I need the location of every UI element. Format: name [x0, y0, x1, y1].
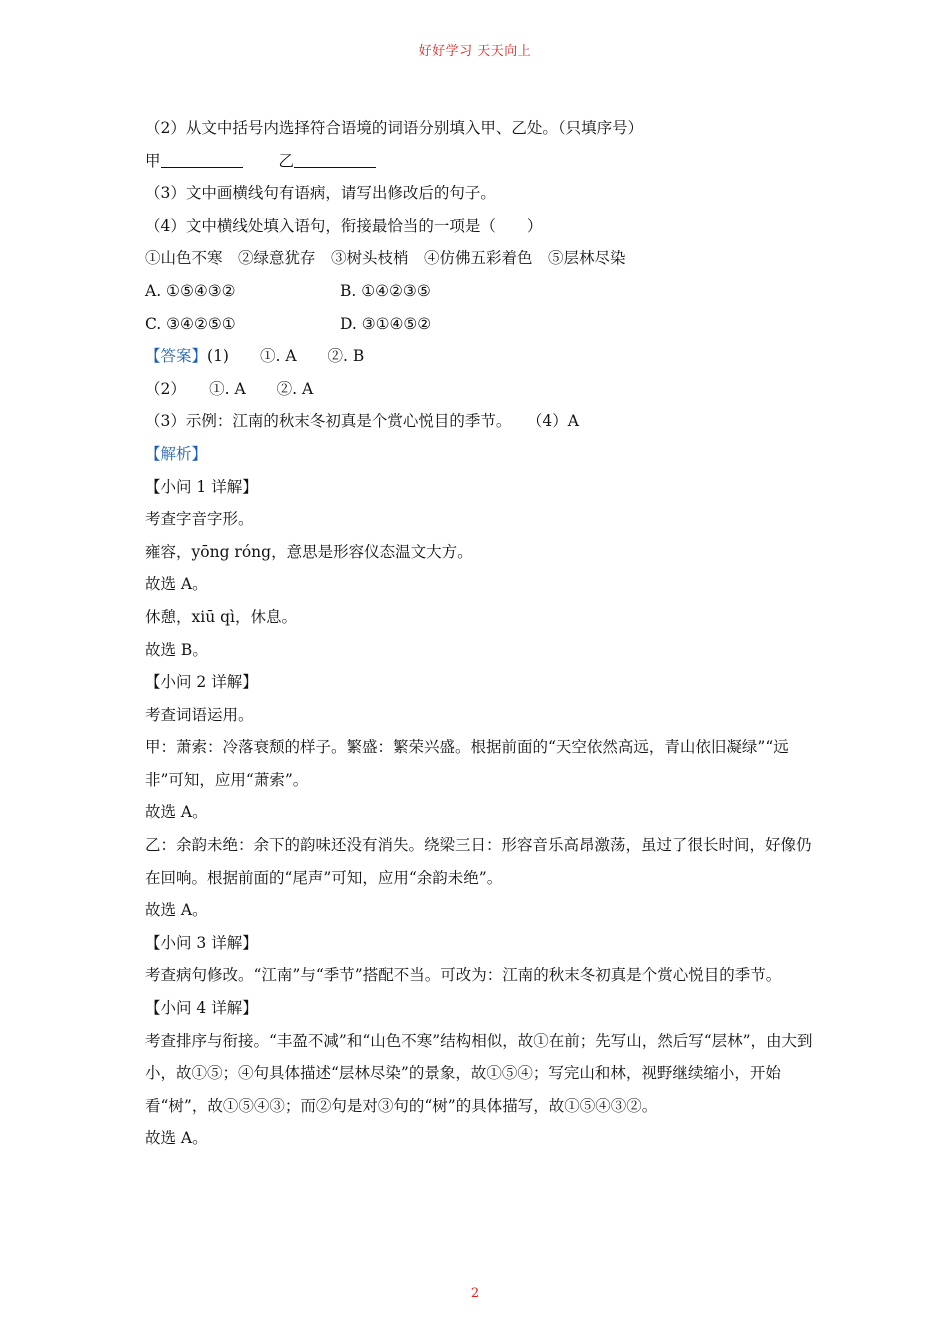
analysis-paragraph: 乙：余韵未绝：余下的韵味还没有消失。绕梁三日：形容音乐高昂激荡，虽过了很长时间，好像仍在回响。根据前面的“尾声”可知，应用“余韵未绝”。: [145, 836, 812, 887]
options-row-2: [145, 308, 815, 341]
analysis-text: 故选 B。: [145, 640, 208, 659]
analysis-subhead-2: 【小问 2 详解】: [145, 673, 258, 692]
analysis-text: 故选 A。: [145, 803, 208, 822]
option-d: D. ③①④⑤②: [340, 314, 432, 333]
option-b: B. ①④②③⑤: [340, 281, 431, 300]
analysis-text: 故选 A。: [145, 575, 208, 594]
document-body: [145, 112, 815, 1155]
analysis-text: 雍容，yōng róng，意思是形容仪态温文大方。: [145, 542, 473, 561]
analysis-subhead-1: 【小问 1 详解】: [145, 477, 258, 496]
analysis-paragraph: 甲：萧索：冷落衰颓的样子。繁盛：繁荣兴盛。根据前面的“天空依然高远，青山依旧凝绿”“远非”可知，应用“萧索”。: [145, 738, 789, 789]
analysis-text: 故选 A。: [145, 1129, 208, 1148]
analysis-text: 考查词语运用。: [145, 705, 254, 724]
question-3-prompt: （3）文中画横线句有语病，请写出修改后的句子。: [145, 184, 496, 203]
jia-label: 甲: [145, 151, 161, 170]
analysis-text: 休憩，xiū qì，休息。: [145, 607, 297, 626]
yi-label: 乙: [278, 151, 295, 170]
analysis-text: 考查字音字形。: [145, 510, 254, 529]
answer-line-2: （2） ①. A ②. A: [145, 379, 314, 398]
analysis-tag: 【解析】: [145, 444, 208, 463]
analysis-subhead-4: 【小问 4 详解】: [145, 999, 258, 1018]
yi-blank[interactable]: [294, 149, 376, 168]
answer-tag: 【答案】: [145, 347, 208, 366]
answer-line-3: （3）示例：江南的秋末冬初真是个赏心悦目的季节。 （4）A: [145, 412, 579, 431]
question-2-prompt: （2）从文中括号内选择符合语境的词语分别填入甲、乙处。（只填序号）: [145, 119, 644, 137]
analysis-paragraph: 考查病句修改。“江南”与“季节”搭配不当。可改为：江南的秋末冬初真是个赏心悦目的季节。: [145, 966, 782, 985]
jia-blank[interactable]: [161, 149, 243, 168]
question-4-prompt: （4）文中横线处填入语句，衔接最恰当的一项是（ ）: [145, 216, 543, 235]
option-c: C. ③④②⑤①: [145, 314, 236, 333]
analysis-paragraph: 考查排序与衔接。“丰盈不减”和“山色不寒”结构相似，故①在前；先写山，然后写“层林”，由大到小，故①⑤；④句具体描述“层林尽染”的景象，故①⑤④；写完山和林，视野继续缩小，开始看“树”，故①⑤④③；而②句是对③句的“树”的具体描写，故①⑤④③②。: [145, 1031, 813, 1115]
analysis-text: 故选 A。: [145, 901, 208, 920]
option-a: A. ①⑤④③②: [145, 281, 236, 300]
fill-blank-row: [145, 145, 815, 178]
page-header: 好好学习 天天向上: [418, 44, 532, 59]
phrase-list: ①山色不寒 ②绿意犹存 ③树头枝梢 ④仿佛五彩着色 ⑤层林尽染: [145, 249, 626, 268]
analysis-subhead-3: 【小问 3 详解】: [145, 933, 258, 952]
answer-line-1-text: (1) ①. A ②. B: [207, 347, 365, 366]
page-number: 2: [470, 1286, 480, 1301]
options-row-1: [145, 275, 815, 308]
answer-line-1: [145, 340, 815, 373]
